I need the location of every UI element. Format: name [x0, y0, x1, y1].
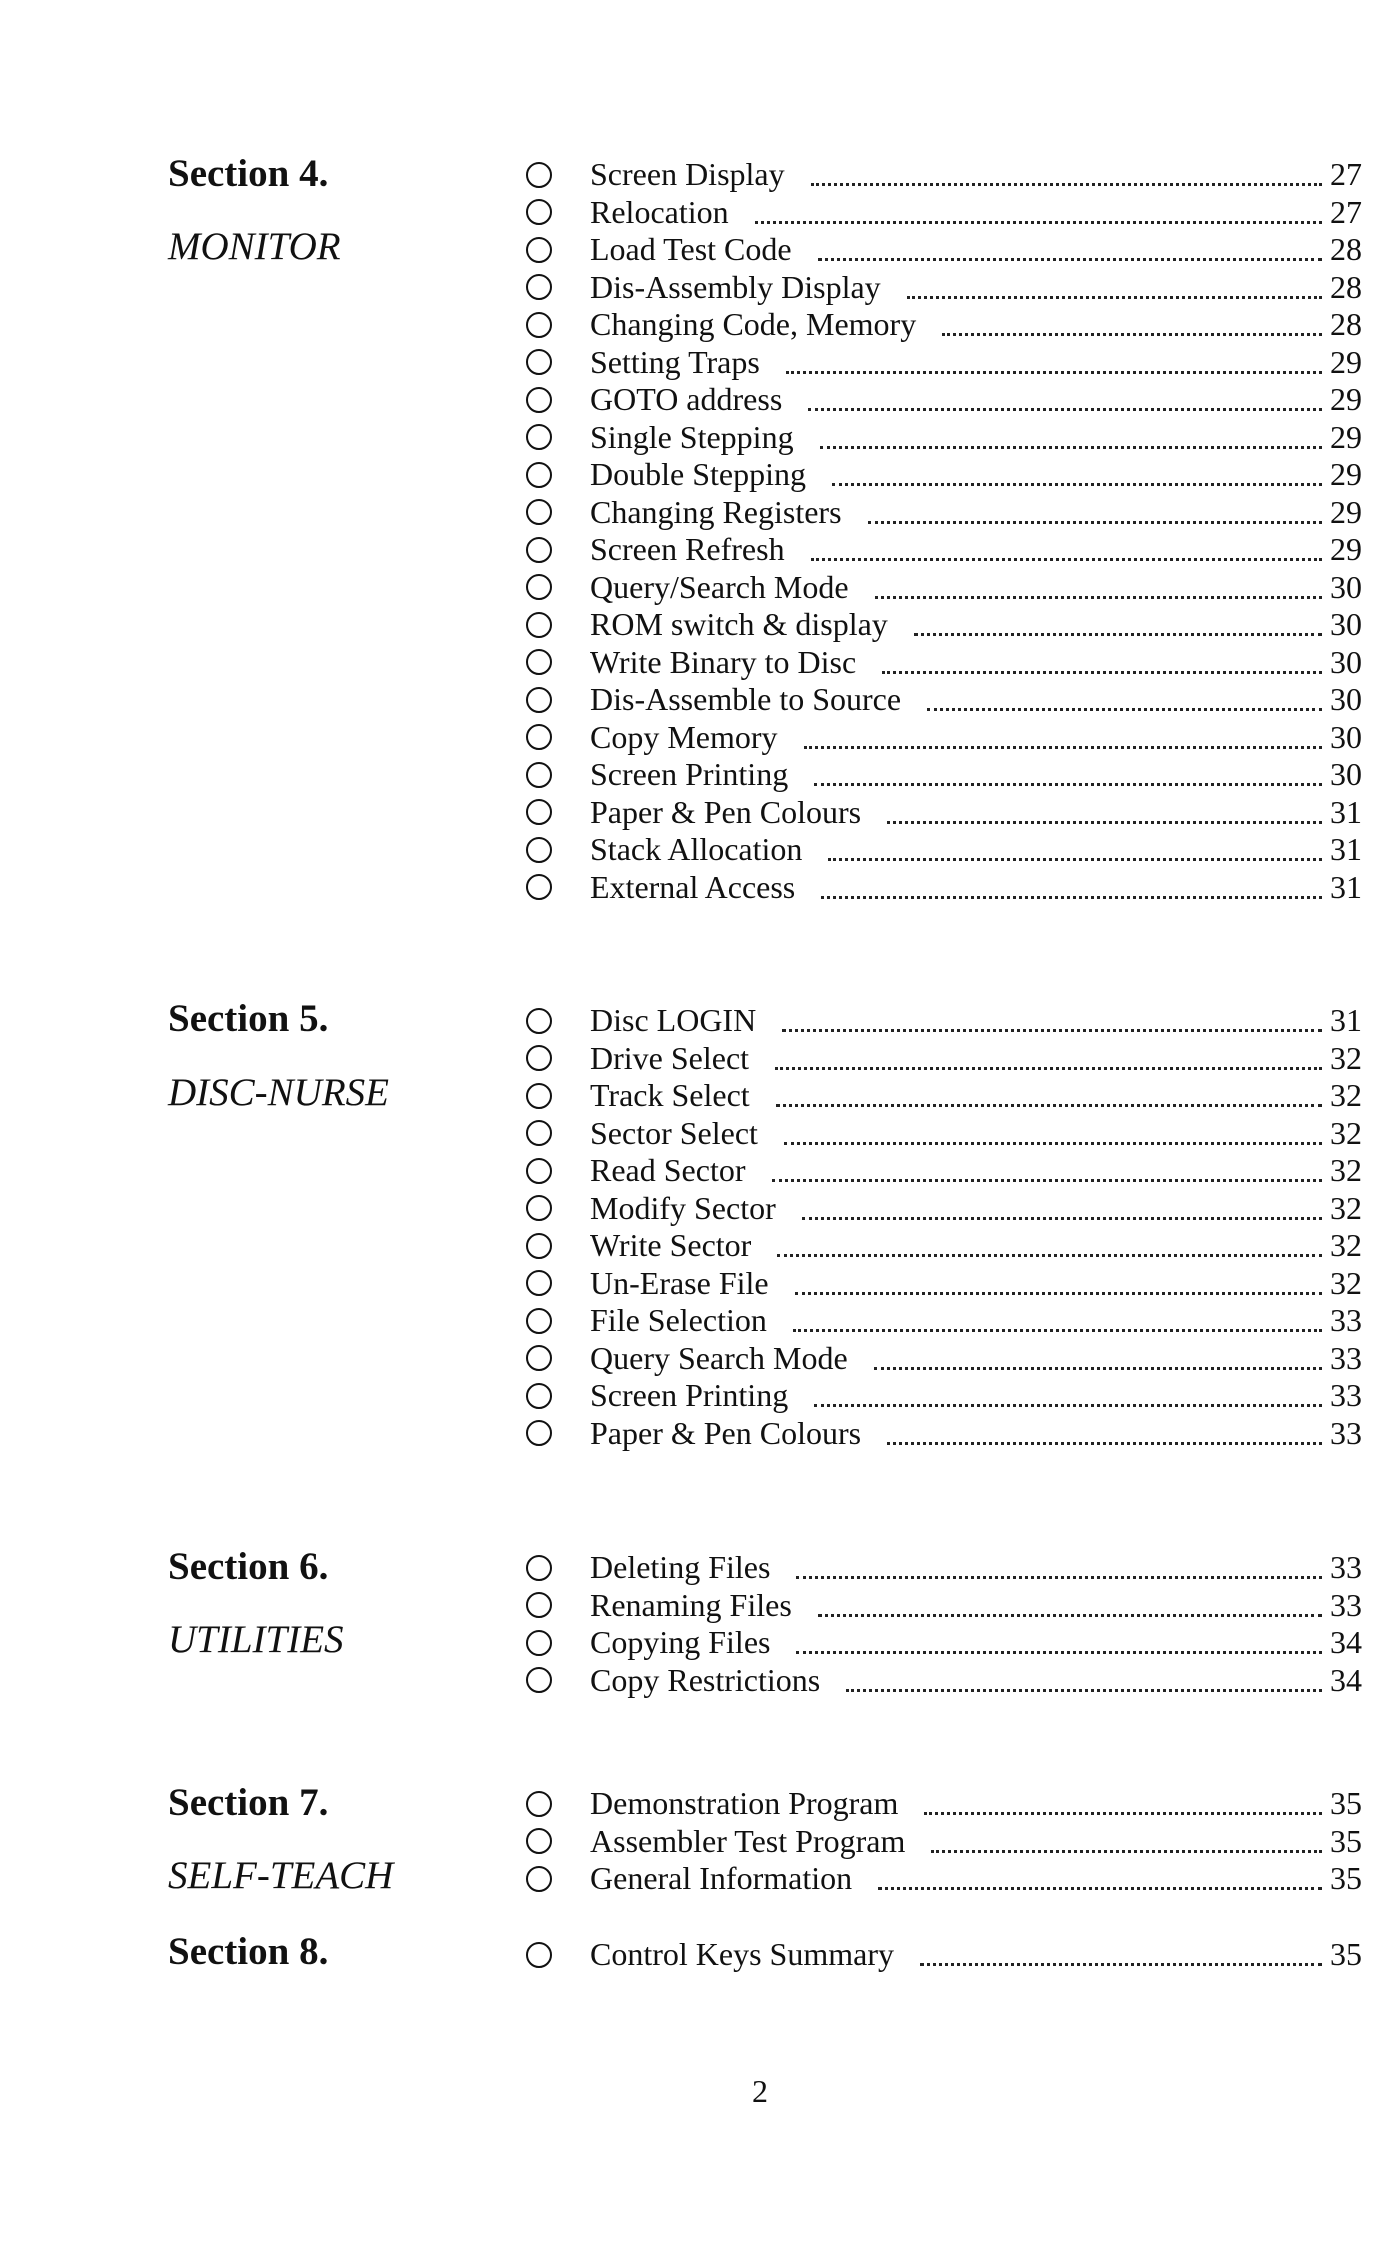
entry-page-number: 31: [1330, 831, 1362, 868]
entry-label: Modify Sector: [590, 1189, 776, 1226]
circle-bullet-icon: [526, 874, 552, 900]
circle-bullet-icon: [526, 1195, 552, 1221]
circle-bullet-icon: [526, 1630, 552, 1656]
dot-leader: [832, 483, 1322, 486]
entry-label: Control Keys Summary: [590, 1936, 894, 1973]
entry-page-number: 35: [1330, 1785, 1362, 1822]
dot-leader: [887, 1442, 1322, 1445]
entry-page-number: 32: [1330, 1152, 1362, 1189]
dot-leader: [784, 1142, 1322, 1145]
toc-entry: [522, 1936, 1370, 1974]
toc-entry: [522, 231, 1370, 269]
toc-entry: [522, 681, 1370, 719]
toc-entry: [522, 456, 1370, 494]
circle-bullet-icon: [526, 499, 552, 525]
toc-entry: [522, 1190, 1370, 1228]
circle-bullet-icon: [526, 349, 552, 375]
circle-bullet-icon: [526, 799, 552, 825]
entry-page-number: 27: [1330, 156, 1362, 193]
entry-page-number: 31: [1330, 1002, 1362, 1039]
toc-entry: [522, 344, 1370, 382]
dot-leader: [796, 1576, 1322, 1579]
toc-entry-list: [522, 1785, 1370, 1898]
circle-bullet-icon: [526, 1083, 552, 1109]
entry-label: Disc LOGIN: [590, 1002, 757, 1039]
circle-bullet-icon: [526, 1120, 552, 1146]
entry-label: Sector Select: [590, 1114, 758, 1151]
entry-label: Changing Registers: [590, 493, 842, 530]
entry-page-number: 35: [1330, 1860, 1362, 1897]
entry-page-number: 28: [1330, 231, 1362, 268]
entry-page-number: 33: [1330, 1377, 1362, 1414]
entry-page-number: 35: [1330, 1936, 1362, 1973]
entry-page-number: 27: [1330, 193, 1362, 230]
circle-bullet-icon: [526, 199, 552, 225]
toc-entry: [522, 531, 1370, 569]
toc-entry: [522, 194, 1370, 232]
circle-bullet-icon: [526, 387, 552, 413]
toc-entry: [522, 156, 1370, 194]
circle-bullet-icon: [526, 462, 552, 488]
entry-page-number: 29: [1330, 381, 1362, 418]
entry-page-number: 30: [1330, 606, 1362, 643]
entry-label: Dis-Assembly Display: [590, 268, 881, 305]
dot-leader: [802, 1217, 1322, 1220]
dot-leader: [828, 858, 1322, 861]
entry-label: Paper & Pen Colours: [590, 1414, 862, 1451]
entry-page-number: 29: [1330, 343, 1362, 380]
dot-leader: [821, 896, 1322, 899]
section-number: Section 6.: [168, 1545, 329, 1588]
circle-bullet-icon: [526, 1233, 552, 1259]
entry-label: Copy Restrictions: [590, 1661, 821, 1698]
entry-page-number: 30: [1330, 718, 1362, 755]
entry-page-number: 30: [1330, 681, 1362, 718]
entry-label: Drive Select: [590, 1039, 750, 1076]
entry-label: Dis-Assemble to Source: [590, 681, 902, 718]
entry-label: Screen Printing: [590, 1377, 789, 1414]
entry-label: Copy Memory: [590, 718, 778, 755]
entry-page-number: 28: [1330, 306, 1362, 343]
entry-label: Un-Erase File: [590, 1264, 769, 1301]
entry-label: Screen Display: [590, 156, 785, 193]
dot-leader: [808, 408, 1322, 411]
circle-bullet-icon: [526, 1555, 552, 1581]
section-number: Section 4.: [168, 152, 329, 195]
entry-page-number: 32: [1330, 1039, 1362, 1076]
circle-bullet-icon: [526, 724, 552, 750]
dot-leader: [820, 446, 1322, 449]
toc-entry: [522, 606, 1370, 644]
entry-page-number: 32: [1330, 1189, 1362, 1226]
dot-leader: [818, 258, 1322, 261]
section-name: DISC-NURSE: [168, 1071, 389, 1114]
section-name: SELF-TEACH: [168, 1854, 394, 1897]
page-number: 2: [752, 2073, 768, 2109]
toc-entry: [522, 1415, 1370, 1453]
circle-bullet-icon: [526, 1345, 552, 1371]
toc-entry: [522, 381, 1370, 419]
toc-entry: [522, 1624, 1370, 1662]
circle-bullet-icon: [526, 1420, 552, 1446]
toc-entry: [522, 1002, 1370, 1040]
entry-label: Demonstration Program: [590, 1785, 899, 1822]
dot-leader: [811, 558, 1322, 561]
entry-page-number: 33: [1330, 1414, 1362, 1451]
entry-label: Paper & Pen Colours: [590, 793, 862, 830]
toc-entry: [522, 269, 1370, 307]
entry-label: Stack Allocation: [590, 831, 803, 868]
dot-leader: [776, 1104, 1322, 1107]
dot-leader: [777, 1254, 1322, 1257]
entry-label: Load Test Code: [590, 231, 792, 268]
toc-entry: [522, 1549, 1370, 1587]
toc-entry: [522, 494, 1370, 532]
dot-leader: [924, 1812, 1322, 1815]
circle-bullet-icon: [526, 237, 552, 263]
entry-label: Renaming Files: [590, 1586, 792, 1623]
circle-bullet-icon: [526, 837, 552, 863]
entry-label: Track Select: [590, 1077, 750, 1114]
dot-leader: [914, 633, 1322, 636]
circle-bullet-icon: [526, 162, 552, 188]
circle-bullet-icon: [526, 1383, 552, 1409]
entry-label: File Selection: [590, 1302, 767, 1339]
entry-page-number: 32: [1330, 1114, 1362, 1151]
toc-entry: [522, 1340, 1370, 1378]
toc-entry: [522, 419, 1370, 457]
entry-page-number: 28: [1330, 268, 1362, 305]
toc-entry: [522, 1662, 1370, 1700]
toc-entry: [522, 1077, 1370, 1115]
entry-label: Relocation: [590, 193, 729, 230]
circle-bullet-icon: [526, 1667, 552, 1693]
toc-entry: [522, 719, 1370, 757]
entry-label: Write Sector: [590, 1227, 752, 1264]
entry-page-number: 31: [1330, 793, 1362, 830]
circle-bullet-icon: [526, 1158, 552, 1184]
dot-leader: [846, 1689, 1322, 1692]
entry-page-number: 33: [1330, 1339, 1362, 1376]
dot-leader: [875, 596, 1322, 599]
dot-leader: [818, 1614, 1322, 1617]
toc-entry: [522, 1785, 1370, 1823]
toc-entry-list: [522, 1002, 1370, 1452]
dot-leader: [882, 671, 1322, 674]
circle-bullet-icon: [526, 1008, 552, 1034]
toc-entry: [522, 831, 1370, 869]
dot-leader: [775, 1067, 1322, 1070]
entry-label: Screen Refresh: [590, 531, 785, 568]
section-name: MONITOR: [168, 225, 341, 268]
entry-page-number: 29: [1330, 531, 1362, 568]
dot-leader: [868, 521, 1322, 524]
circle-bullet-icon: [526, 274, 552, 300]
entry-page-number: 29: [1330, 418, 1362, 455]
entry-page-number: 30: [1330, 643, 1362, 680]
entry-page-number: 30: [1330, 756, 1362, 793]
circle-bullet-icon: [526, 1828, 552, 1854]
section-name: UTILITIES: [168, 1618, 344, 1661]
entry-label: Copying Files: [590, 1624, 771, 1661]
dot-leader: [782, 1029, 1322, 1032]
toc-entry: [522, 569, 1370, 607]
toc-entry: [522, 1152, 1370, 1190]
entry-label: GOTO address: [590, 381, 783, 418]
dot-leader: [793, 1329, 1322, 1332]
entry-page-number: 29: [1330, 493, 1362, 530]
toc-entry-list: [522, 156, 1370, 906]
entry-page-number: 29: [1330, 456, 1362, 493]
dot-leader: [786, 371, 1322, 374]
toc-entry: [522, 794, 1370, 832]
entry-page-number: 32: [1330, 1227, 1362, 1264]
entry-page-number: 33: [1330, 1302, 1362, 1339]
toc-entry: [522, 1115, 1370, 1153]
toc-entry: [522, 1302, 1370, 1340]
dot-leader: [942, 333, 1322, 336]
entry-label: Assembler Test Program: [590, 1822, 906, 1859]
entry-page-number: 33: [1330, 1586, 1362, 1623]
dot-leader: [814, 783, 1322, 786]
toc-entry: [522, 306, 1370, 344]
dot-leader: [811, 183, 1322, 186]
toc-entry: [522, 756, 1370, 794]
entry-label: ROM switch & display: [590, 606, 888, 643]
toc-entry: [522, 1040, 1370, 1078]
circle-bullet-icon: [526, 649, 552, 675]
dot-leader: [927, 708, 1322, 711]
circle-bullet-icon: [526, 762, 552, 788]
dot-leader: [814, 1404, 1322, 1407]
dot-leader: [804, 746, 1322, 749]
circle-bullet-icon: [526, 1270, 552, 1296]
entry-label: Setting Traps: [590, 343, 760, 380]
section-number: Section 5.: [168, 997, 329, 1040]
entry-page-number: 31: [1330, 868, 1362, 905]
entry-label: External Access: [590, 868, 796, 905]
dot-leader: [755, 221, 1322, 224]
circle-bullet-icon: [526, 574, 552, 600]
circle-bullet-icon: [526, 424, 552, 450]
dot-leader: [796, 1651, 1322, 1654]
circle-bullet-icon: [526, 687, 552, 713]
toc-entry: [522, 1265, 1370, 1303]
entry-page-number: 33: [1330, 1549, 1362, 1586]
circle-bullet-icon: [526, 537, 552, 563]
toc-entry: [522, 869, 1370, 907]
entry-page-number: 32: [1330, 1077, 1362, 1114]
toc-entry: [522, 644, 1370, 682]
entry-label: Screen Printing: [590, 756, 789, 793]
dot-leader: [795, 1292, 1322, 1295]
entry-label: Query/Search Mode: [590, 568, 849, 605]
dot-leader: [887, 821, 1322, 824]
dot-leader: [931, 1850, 1322, 1853]
dot-leader: [920, 1963, 1322, 1966]
toc-entry-list: [522, 1936, 1370, 1974]
toc-entry: [522, 1860, 1370, 1898]
entry-label: Write Binary to Disc: [590, 643, 857, 680]
entry-label: Double Stepping: [590, 456, 806, 493]
toc-entry-list: [522, 1549, 1370, 1699]
entry-label: Deleting Files: [590, 1549, 771, 1586]
circle-bullet-icon: [526, 1791, 552, 1817]
circle-bullet-icon: [526, 1045, 552, 1071]
entry-label: General Information: [590, 1860, 853, 1897]
toc-entry: [522, 1587, 1370, 1625]
entry-page-number: 30: [1330, 568, 1362, 605]
circle-bullet-icon: [526, 1592, 552, 1618]
section-number: Section 7.: [168, 1781, 329, 1824]
entry-page-number: 34: [1330, 1624, 1362, 1661]
circle-bullet-icon: [526, 612, 552, 638]
entry-page-number: 34: [1330, 1661, 1362, 1698]
circle-bullet-icon: [526, 1308, 552, 1334]
dot-leader: [878, 1887, 1322, 1890]
entry-label: Query Search Mode: [590, 1339, 848, 1376]
dot-leader: [907, 296, 1322, 299]
entry-page-number: 32: [1330, 1264, 1362, 1301]
dot-leader: [772, 1179, 1323, 1182]
entry-label: Changing Code, Memory: [590, 306, 917, 343]
circle-bullet-icon: [526, 312, 552, 338]
entry-page-number: 35: [1330, 1822, 1362, 1859]
entry-label: Single Stepping: [590, 418, 794, 455]
toc-entry: [522, 1823, 1370, 1861]
toc-entry: [522, 1227, 1370, 1265]
circle-bullet-icon: [526, 1942, 552, 1968]
entry-label: Read Sector: [590, 1152, 746, 1189]
section-number: Section 8.: [168, 1930, 329, 1973]
dot-leader: [874, 1367, 1322, 1370]
circle-bullet-icon: [526, 1866, 552, 1892]
toc-entry: [522, 1377, 1370, 1415]
